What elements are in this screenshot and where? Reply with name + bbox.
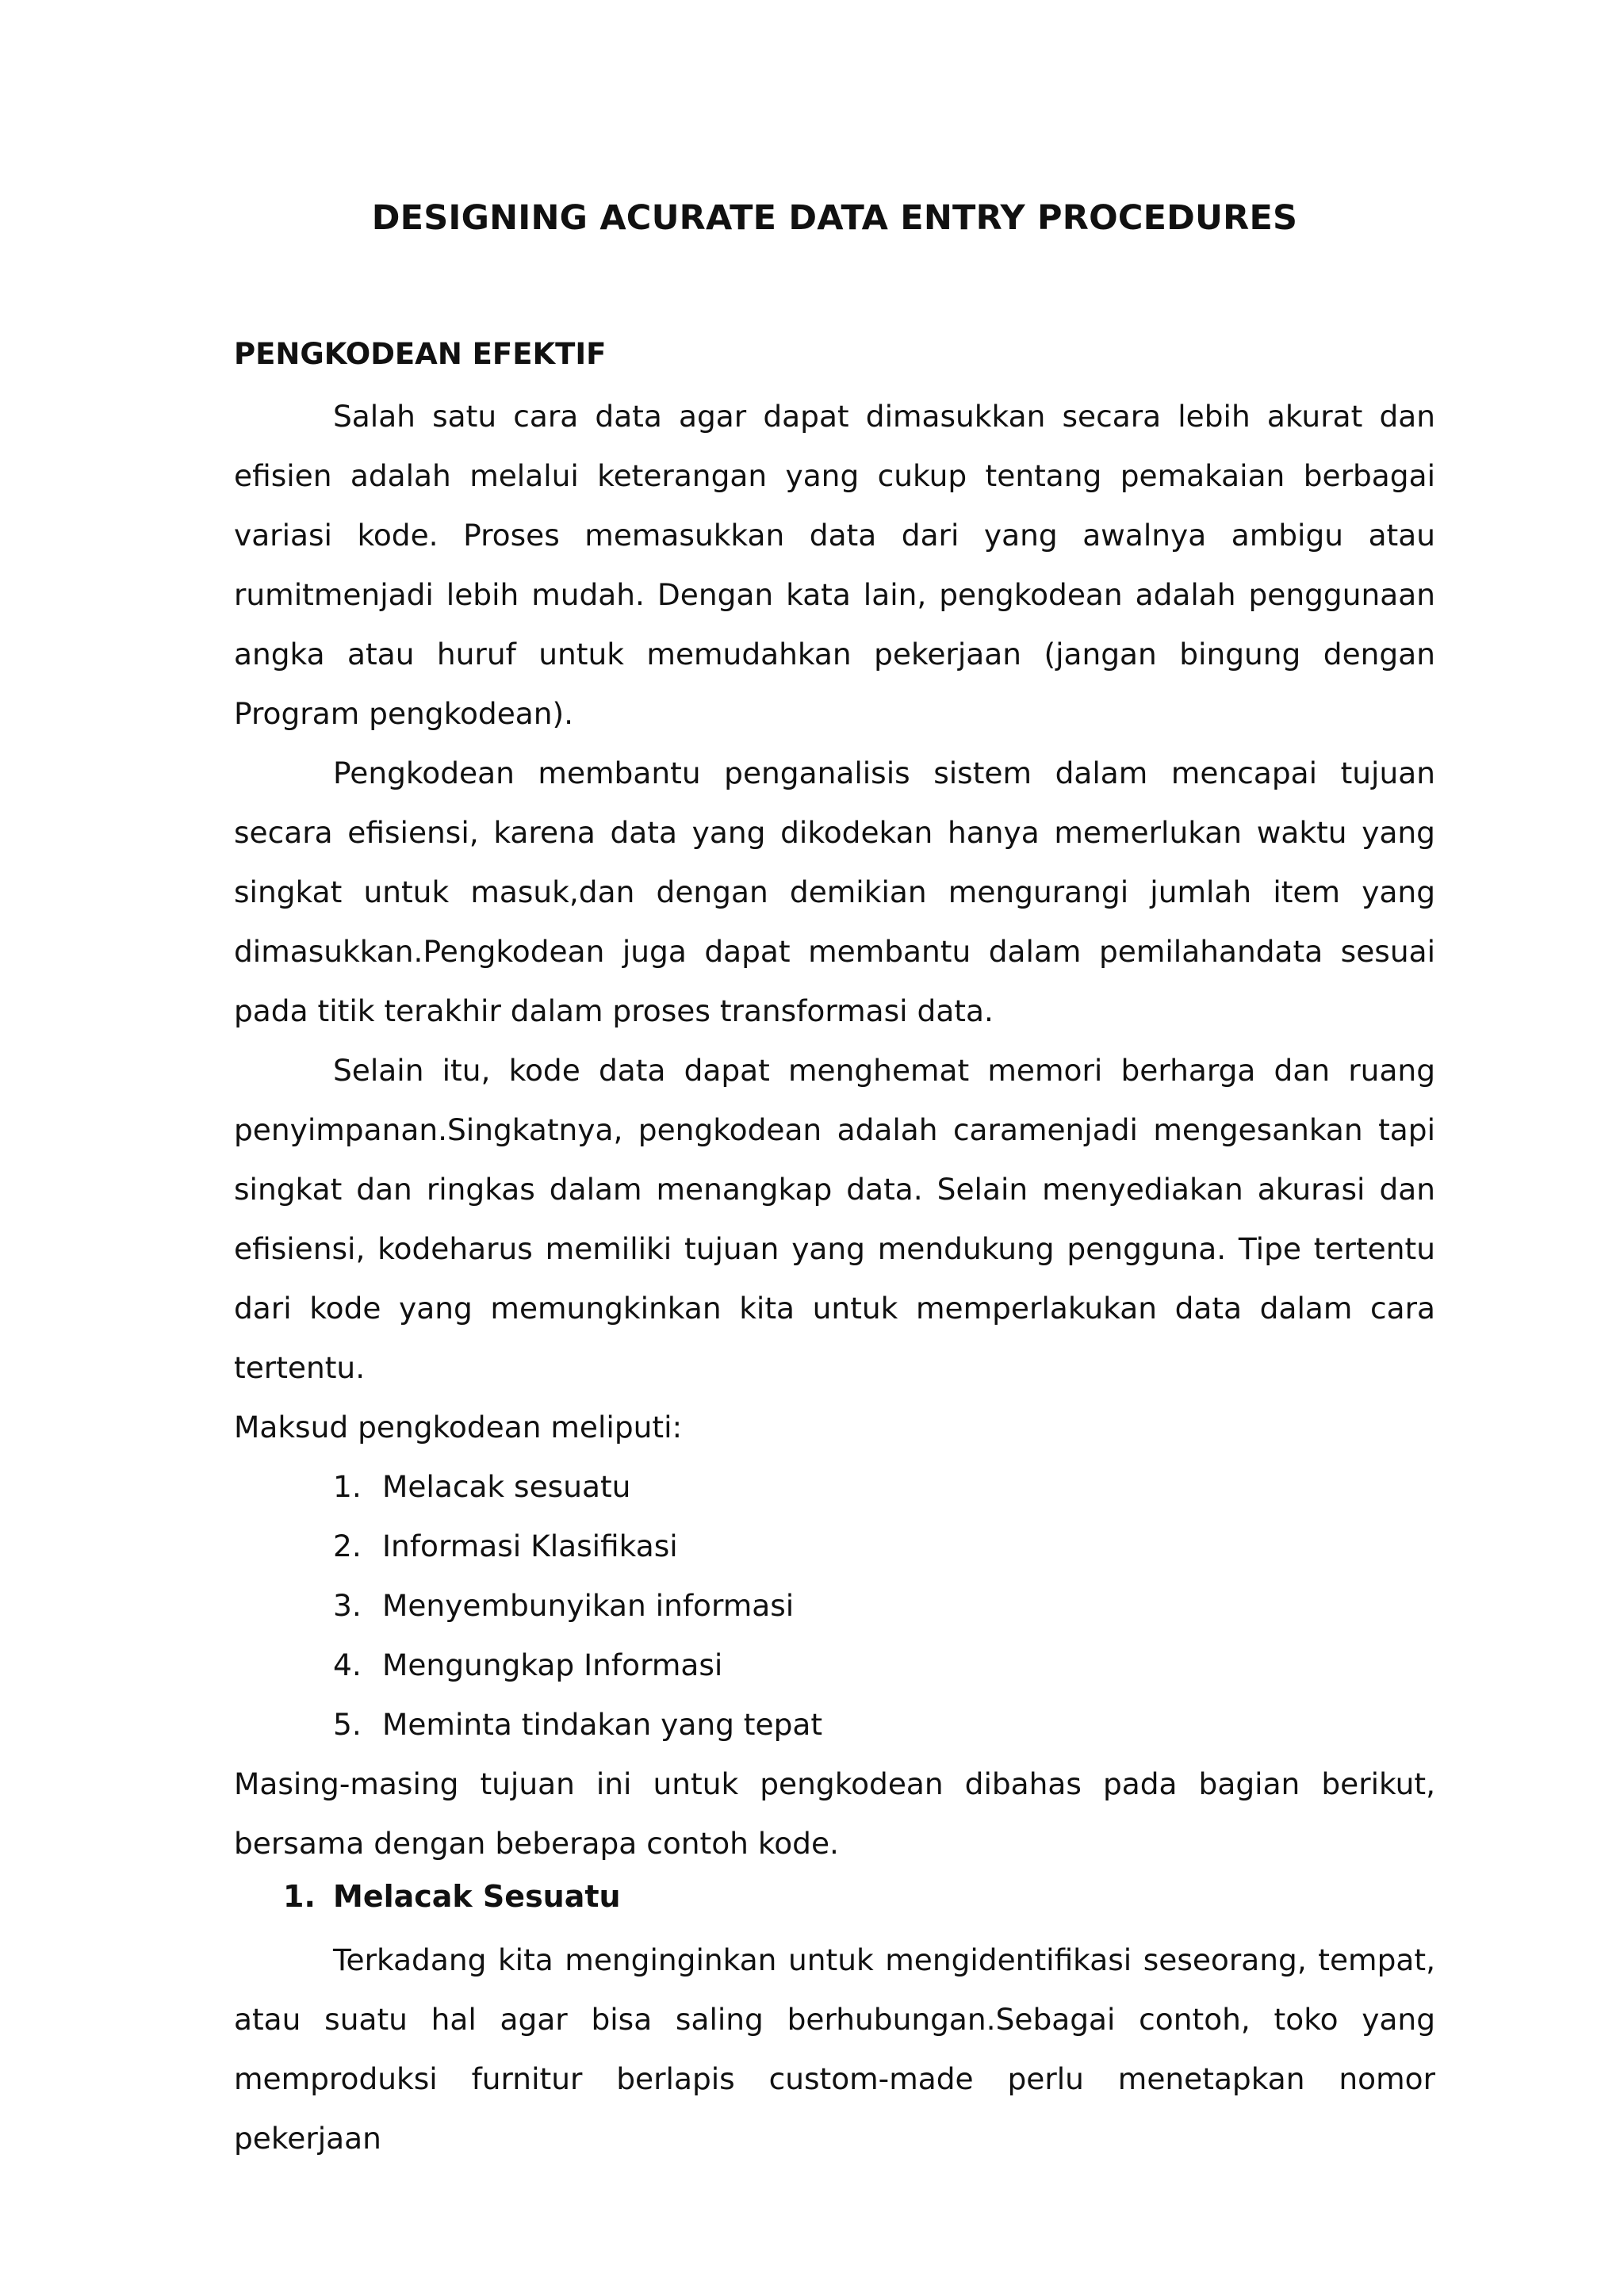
list-intro: Maksud pengkodean meliputi: xyxy=(234,1410,683,1445)
list-item-text: Mengungkap Informasi xyxy=(382,1647,723,1682)
list-item-number: 4. xyxy=(333,1647,362,1682)
document-page xyxy=(234,0,1435,2296)
section-body xyxy=(234,387,1435,1873)
list-item-text: Informasi Klasifikasi xyxy=(382,1529,678,1563)
document-title: DESIGNING ACURATE DATA ENTRY PROCEDURES xyxy=(371,198,1298,238)
list-item xyxy=(234,1636,1435,1695)
paragraph: Salah satu cara data agar dapat dimasukkan secara lebih akurat dan efisien adalah melalui keterangan yang cukup tentang pemakaian berbagai variasi kode. Proses memasukkan data dari yang awalnya ambigu atau rumitmenjadi lebih mudah. Dengan kata lain, pengkodean adalah penggunaan angka atau huruf untuk memudahkan pekerjaan (jangan bingung dengan Program pengkodean). xyxy=(234,399,1435,731)
paragraph: Selain itu, kode data dapat menghemat memori berharga dan ruang penyimpanan.Singkatnya, pengkodean adalah caramenjadi mengesankan tapi singkat dan ringkas dalam menangkap data. Selain menyediakan akurasi dan efisiensi, kodeharus memiliki tujuan yang mendukung pengguna. Tipe tertentu dari kode yang memungkinkan kita untuk memperlakukan data dalam cara tertentu. xyxy=(234,1053,1435,1385)
list-item-text: Meminta tindakan yang tepat xyxy=(382,1707,823,1742)
list-item xyxy=(234,1517,1435,1576)
list-item xyxy=(234,1576,1435,1636)
purpose-list xyxy=(234,1457,1435,1755)
paragraph: Terkadang kita menginginkan untuk mengidentifikasi seseorang, tempat, atau suatu hal agar bisa saling berhubungan.Sebagai contoh, toko yang memproduksi furnitur berlapis custom-made perlu menetapkan nomor pekerjaan xyxy=(234,1942,1435,2156)
subsection-title: Melacak Sesuatu xyxy=(333,1879,621,1914)
section-heading: PENGKODEAN EFEKTIF xyxy=(234,337,607,371)
list-item xyxy=(234,1457,1435,1517)
list-item-number: 3. xyxy=(333,1588,362,1623)
list-item-number: 5. xyxy=(333,1707,362,1742)
subsection-body xyxy=(234,1931,1435,2168)
list-item-number: 2. xyxy=(333,1529,362,1563)
list-item xyxy=(234,1695,1435,1755)
paragraph: Pengkodean membantu penganalisis sistem dalam mencapai tujuan secara efisiensi, karena data yang dikodekan hanya memerlukan waktu yang singkat untuk masuk,dan dengan demikian mengurangi jumlah item yang dimasukkan.Pengkodean juga dapat membantu dalam pemilahandata sesuai pada titik terakhir dalam proses transformasi data. xyxy=(234,756,1435,1028)
list-item-text: Menyembunyikan informasi xyxy=(382,1588,795,1623)
subsection-heading xyxy=(283,1873,621,1920)
list-outro: Masing-masing tujuan ini untuk pengkodean dibahas pada bagian berikut, bersama dengan beberapa contoh kode. xyxy=(234,1766,1435,1861)
list-item-text: Melacak sesuatu xyxy=(382,1469,631,1504)
list-item-number: 1. xyxy=(333,1469,362,1504)
subsection-number: 1. xyxy=(283,1879,316,1914)
